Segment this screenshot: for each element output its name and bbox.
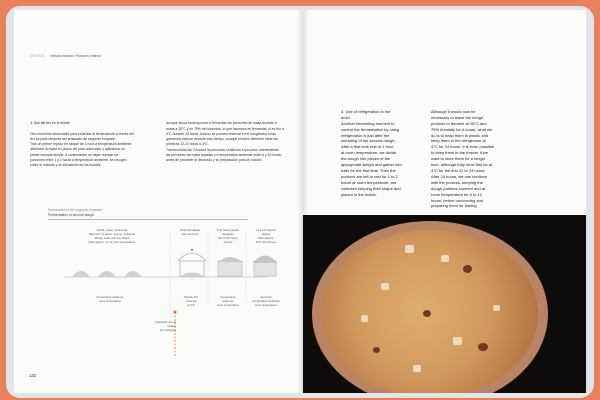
body-text-es-1: Otro momento interesante para controlar la fermentación a través del frío es justo después del amasado del segundo empaste. Tras un primer reposo en bloque de 1 hora a temperatura ambiente, dividimos la masa en pesos del peso adecuado y aplicamos un primer boleado simple. A continuación se dejan reposar las porciones entre 1 y 2 horas a temperatura ambiente, se recogen sobre sí mismas y se introducen en los moldes. — [30, 131, 134, 168]
raisin — [478, 343, 488, 351]
candied-fruit — [453, 337, 462, 345]
room-temp-label: temperatura ambiente room temperature — [96, 295, 124, 303]
candied-fruit — [493, 305, 500, 311]
step4-label: 12 a 20 minutos tapado After approx. 10 to 20 minutes — [255, 228, 277, 244]
room-temp-label-2: temperatura ambiente room temperature — [216, 295, 240, 307]
step2-label: 24 horas tapado after 24 hours — [179, 228, 201, 236]
raisin — [373, 347, 380, 353]
step1-label: Dividir, pesar y boleomar Reposar 1 h aprox. a temp. ambiente Divide, scale and pre-shape Rest approx. 1 h at room temperature — [88, 228, 136, 244]
fermentation-diagram — [48, 208, 298, 358]
page-number: 132 — [29, 373, 36, 378]
body-text-es-2: Aunque ahora tocaría poner a fermentar las porciones de masa durante 6 horas a 28°C y un 75% de humedad, lo que hacemos es fermentar, si es frío a 4°C durante 24 horas. Incluso se pueden reservar en el congelador si las queremos estocar durante más tiempo, aunque primero deberían estar las primeras 12-24 horas a 4°C. Transcurridas las 24 horas la porciones continúan el proceso, manteniendo las porciones de masa tapadas y a temperatura ambiente entre 6 y 10 horas, antes de proceder al decorado y su preparación para la cocción. — [166, 121, 284, 163]
candied-fruit — [413, 365, 421, 372]
dough-ball — [124, 271, 142, 277]
body-text-en-2: Although it would now be necessary to leave the dough portions to ferment at 28°C and 75% humidity for 6 hours, what we do is to wrap them in plastic and keep them in the refrigerator at 4°C for 24 hours. It is even possible to keep them in the freezer if we want to store them for a longer time, although they must first be at 4°C for the first 12 to 24 hours. After 24 hours, we can continue with the process, keeping the dough portions covered and at room temperature for 6 to 10 hours, before uncovering and preparing them for baking. — [431, 108, 495, 209]
candied-fruit — [405, 245, 414, 253]
mold-label: colocación de los moldes from shaping — [154, 320, 176, 332]
left-column-2 — [166, 116, 284, 164]
book-spine — [297, 10, 309, 393]
candied-fruit — [361, 315, 368, 322]
section-heading-es: 3. Uso del frío en el molde — [30, 121, 70, 126]
right-column-1 — [341, 103, 427, 198]
right-column-2 — [431, 103, 513, 209]
diagram-title-es: Fermentación del segundo empaste — [48, 208, 103, 212]
fridge-label: Tapado 4°C Covered at 4°C — [183, 295, 199, 307]
right-page — [303, 10, 586, 393]
section-label: METHOD — [30, 54, 45, 58]
cover-icon — [178, 253, 206, 261]
decorate-label: decorado temperatura ambiente room temperature — [252, 295, 280, 307]
dough-ball — [72, 271, 90, 277]
breadcrumb: método romano / Roman's method — [50, 54, 101, 58]
left-column-1 — [30, 116, 134, 169]
raisin — [463, 265, 472, 273]
open-book — [14, 10, 586, 393]
body-text-en-1: Another interesting moment to control the fermentation by using refrigeration is just after the kneading of the second dough. After a first bulk rest of 1 hour at room temperature, we divide the dough into pieces of the appropriate weight and gather into balls for the first time. Then the portions are left to rest for 1 to 2 hours at room temperature, are collected keeping their shape and placed in the molds. — [341, 120, 402, 197]
panettone-photo — [303, 215, 586, 393]
diagram-title-en: Fermentation of second dough — [48, 212, 94, 217]
dough-ball — [98, 271, 116, 277]
left-page — [14, 10, 304, 393]
raisin — [423, 310, 431, 317]
candied-fruit — [441, 255, 449, 262]
running-header — [30, 54, 101, 58]
section-heading-en: 3. Use of refrigeration in the mold — [341, 108, 391, 120]
step3-label: 6-10 horas tapado desigado after 6-10 hours proved — [216, 228, 240, 244]
candied-fruit — [381, 283, 389, 290]
